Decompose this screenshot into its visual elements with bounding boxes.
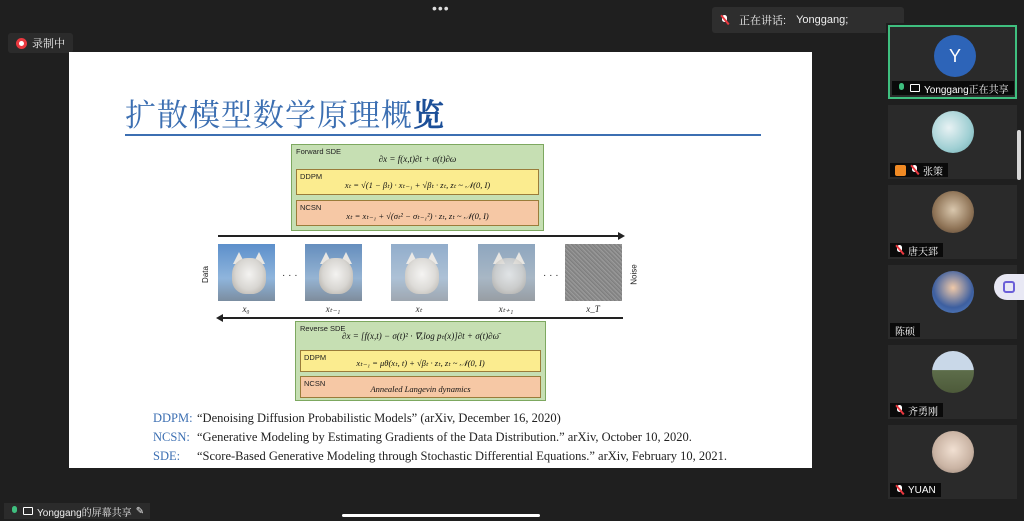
participant-tile-tangtianzhi[interactable] — [888, 185, 1017, 259]
screen-share-icon — [23, 507, 33, 515]
host-icon — [895, 165, 906, 176]
screen-share-badge[interactable] — [4, 503, 150, 519]
forward-sde-label: Forward SDE — [296, 147, 342, 156]
avatar — [932, 271, 974, 313]
mic-on-icon — [897, 83, 906, 93]
participant-namebar — [890, 243, 943, 257]
title-divider — [125, 134, 761, 136]
participant-panel — [886, 23, 1024, 521]
image-xt — [391, 244, 448, 301]
participant-tile-yuan[interactable] — [888, 425, 1017, 499]
forward-ncsn-box — [296, 200, 539, 226]
reverse-sde-equation: ∂x = [f(x,t) − σ(t)² · ∇ₓlog pₜ(x)]∂t + σ(t)∂ω̄ — [342, 331, 499, 341]
forward-arrow — [218, 235, 623, 237]
forward-ncsn-equation: xₜ = xₜ₋₁ + √(σₜ² − σₜ₋₁²) · zₜ, zₜ ~ 𝒩(0, I) — [346, 211, 489, 221]
avatar — [932, 191, 974, 233]
participant-namebar — [890, 483, 941, 497]
mic-muted-icon — [895, 405, 904, 415]
bottom-bar — [0, 503, 1024, 521]
more-menu-icon[interactable]: ••• — [432, 0, 450, 16]
reverse-ddpm-box — [300, 350, 541, 372]
avatar — [932, 431, 974, 473]
recording-badge[interactable] — [8, 33, 73, 53]
slide-title-main: 扩散模型数学原理概 — [125, 98, 413, 134]
reference-sde — [153, 447, 727, 466]
ellipsis-2: · · · — [543, 270, 559, 281]
participant-name: 唐天郅 — [908, 246, 938, 258]
recording-label: 录制中 — [32, 38, 65, 50]
forward-ddpm-label: DDPM — [300, 172, 323, 181]
participant-namebar — [890, 323, 920, 337]
slide-title-accent: 览 — [413, 98, 445, 134]
forward-ddpm-equation: xₜ = √(1 − βₜ) · xₜ₋₁ + √βₜ · zₜ, zₜ ~ 𝒩(0, I) — [344, 180, 491, 190]
screen-share-icon — [910, 84, 920, 92]
speaking-name: Yonggang; — [796, 14, 849, 26]
avatar — [932, 111, 974, 153]
image-x0 — [218, 244, 275, 301]
forward-ncsn-label: NCSN — [300, 203, 322, 212]
label-xt-plus-1: xₜ₊₁ — [498, 304, 514, 314]
participant-tile-yonggang[interactable] — [888, 25, 1017, 99]
participant-tile-qiyonggang[interactable] — [888, 345, 1017, 419]
mic-muted-icon — [895, 485, 904, 495]
label-xt-minus-1: xₜ₋₁ — [325, 304, 341, 314]
participant-name: 齐勇刚 — [908, 406, 938, 418]
label-xT: x_T — [586, 304, 600, 314]
mic-muted-icon — [910, 165, 919, 175]
data-axis-label: Data — [200, 266, 210, 283]
speaking-indicator — [712, 7, 904, 33]
reference-ddpm — [153, 409, 727, 428]
reference-text: “Generative Modeling by Estimating Gradients of the Data Distribution.” arXiv, October 10, 2020. — [197, 430, 692, 444]
participant-tile-zhangce[interactable] — [888, 105, 1017, 179]
reference-key: SDE: — [153, 449, 181, 463]
slide-title — [125, 90, 445, 135]
speaking-label: 正在讲话: — [739, 15, 787, 27]
participant-name: Yonggang正在共享 — [924, 84, 1009, 96]
label-xt: xₜ — [415, 304, 423, 314]
image-xT — [565, 244, 622, 301]
reference-text: “Denoising Diffusion Probabilistic Models” (arXiv, December 16, 2020) — [197, 411, 561, 425]
expand-panel-icon[interactable] — [994, 274, 1024, 300]
participant-namebar — [892, 81, 1014, 95]
mic-on-icon — [10, 506, 19, 516]
participant-namebar — [890, 163, 948, 177]
image-xt-plus-1 — [478, 244, 535, 301]
reverse-ddpm-equation: xₜ₋₁ = μθ(xₜ, t) + √βₜ · zₜ, zₜ ~ 𝒩(0, I) — [356, 358, 485, 368]
participant-scrollbar[interactable] — [1017, 130, 1021, 180]
participant-namebar — [890, 403, 943, 417]
forward-sde-equation: ∂x = f(x,t)∂t + σ(t)∂ω — [378, 154, 457, 164]
ellipsis-1: · · · — [282, 270, 298, 281]
avatar: Y — [934, 35, 976, 77]
drag-handle[interactable] — [342, 514, 540, 517]
annotate-pen-icon[interactable]: ✎ — [135, 505, 145, 517]
reverse-sde-box — [295, 321, 546, 401]
reverse-ncsn-equation: Annealed Langevin dynamics — [370, 384, 471, 394]
mic-muted-icon — [720, 15, 729, 25]
reference-key: NCSN: — [153, 430, 190, 444]
noise-axis-label: Noise — [629, 264, 639, 285]
references — [153, 409, 727, 466]
recording-icon — [16, 38, 27, 49]
forward-sde-box — [291, 144, 544, 231]
participant-name: 陈硕 — [895, 326, 915, 338]
reference-text: “Score-Based Generative Modeling through Stochastic Differential Equations.” arXiv, February 10, 2021. — [197, 449, 728, 463]
reference-key: DDPM: — [153, 411, 193, 425]
screen-share-label: Yonggang的屏幕共享 — [37, 507, 132, 519]
reverse-ncsn-label: NCSN — [304, 379, 326, 388]
avatar — [932, 351, 974, 393]
label-x0: x₀ — [242, 304, 250, 314]
reverse-ddpm-label: DDPM — [304, 353, 327, 362]
mic-muted-icon — [895, 245, 904, 255]
reverse-ncsn-box — [300, 376, 541, 398]
reference-ncsn — [153, 428, 727, 447]
reverse-sde-label: Reverse SDE — [300, 324, 346, 333]
participant-name: 张策 — [923, 166, 943, 178]
forward-ddpm-box — [296, 169, 539, 195]
image-xt-minus-1 — [305, 244, 362, 301]
shared-slide — [69, 52, 812, 468]
reverse-arrow — [218, 317, 623, 319]
participant-name: YUAN — [908, 484, 936, 496]
